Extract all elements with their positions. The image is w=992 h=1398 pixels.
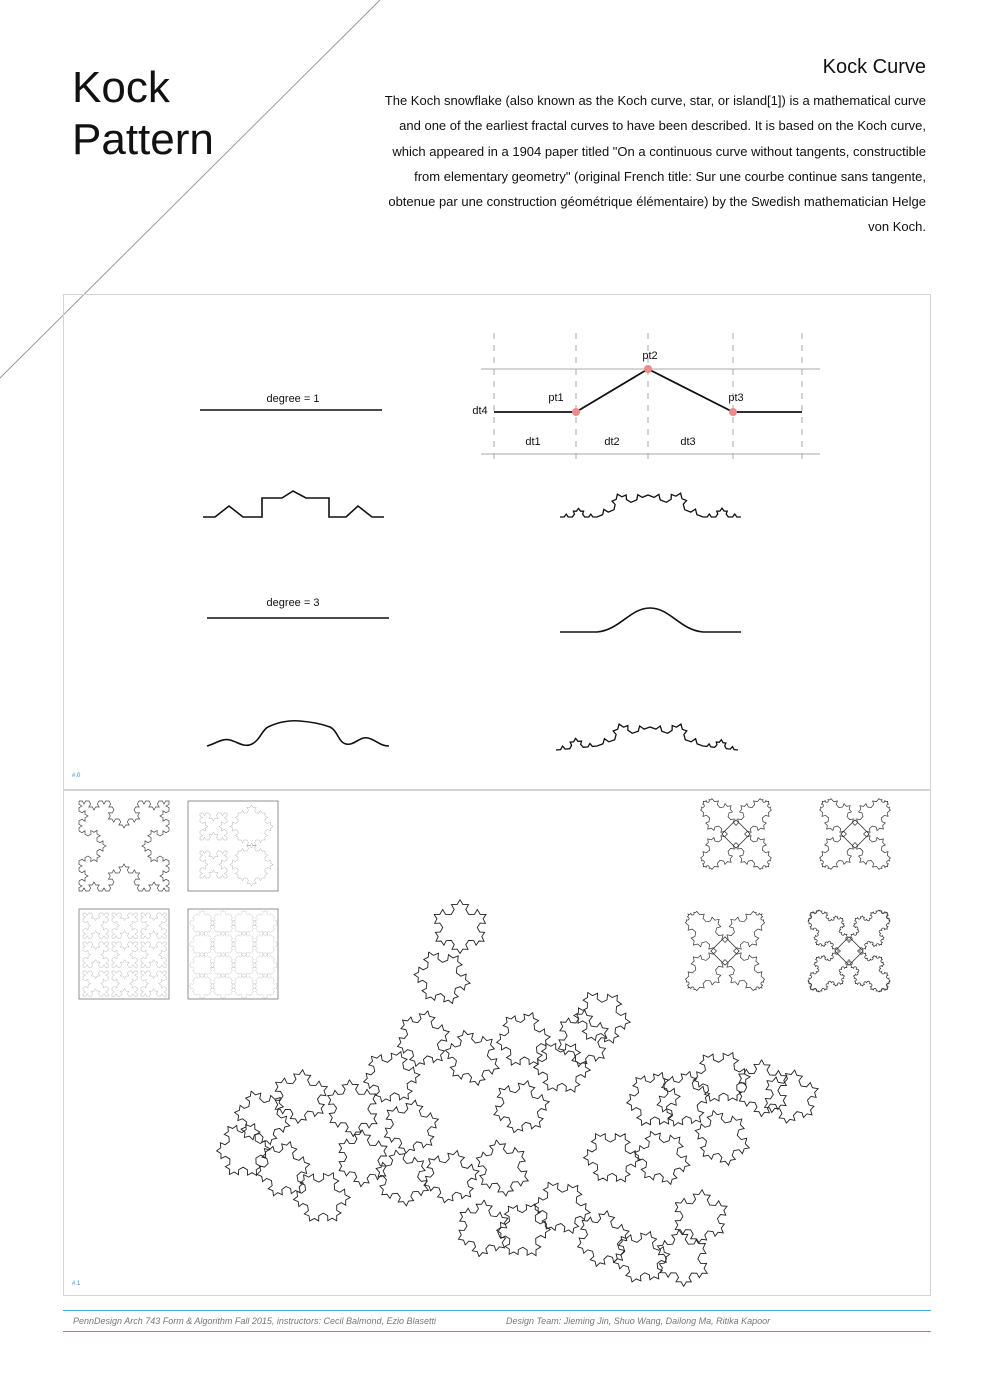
title-line-2: Pattern (72, 115, 214, 164)
label-pt3: pt3 (728, 392, 744, 404)
fractal-tile-3 (79, 909, 169, 999)
fractal-tile-1 (79, 801, 169, 891)
label-dt4: dt4 (472, 405, 488, 417)
label-dt1: dt1 (525, 436, 541, 448)
fractal-star-4 (797, 899, 900, 1002)
fractal-star-1 (692, 790, 781, 879)
fractal-star-3 (675, 901, 775, 1001)
label-dt2: dt2 (604, 436, 620, 448)
title-line-1: Kock (72, 63, 170, 112)
section-description: The Koch snowflake (also known as the Koch curve, star, or island[1]) is a mathematical curve and one of the earliest fractal curves to have been described. It is based on the Koch curve, which appeared in a 1904 paper titled "On a continuous curve without tangents, constructible from elementary geometry" (original French title: Sur une courbe continue sans tangente, obtenue par une construction géométrique élémentaire) by the Swedish mathematician Helge von Koch. (384, 93, 926, 235)
degree-1-label: degree = 1 (266, 393, 320, 405)
section-heading: Kock Curve (822, 56, 926, 78)
footer-team: Design Team: Jieming Jin, Shuo Wang, Dailong Ma, Ritika Kapoor (506, 1316, 771, 1326)
panel-tag: #.1 (72, 1281, 81, 1287)
label-pt2: pt2 (642, 350, 658, 362)
fractal-star-2 (811, 790, 900, 879)
footer-divider-bottom (63, 1331, 931, 1332)
footer-divider-top (63, 1310, 931, 1311)
fractal-tile-2 (188, 801, 278, 891)
panel-tag: #.0 (72, 773, 81, 779)
label-dt3: dt3 (680, 436, 696, 448)
degree-3-label: degree = 3 (266, 597, 320, 609)
large-fractal-island (216, 900, 821, 1295)
label-pt1: pt1 (548, 392, 564, 404)
fractal-tile-4 (188, 909, 278, 999)
footer-credits: PennDesign Arch 743 Form & Algorithm Fall 2015, instructors: Cecil Balmond, Ezio Blasetti (73, 1316, 436, 1326)
